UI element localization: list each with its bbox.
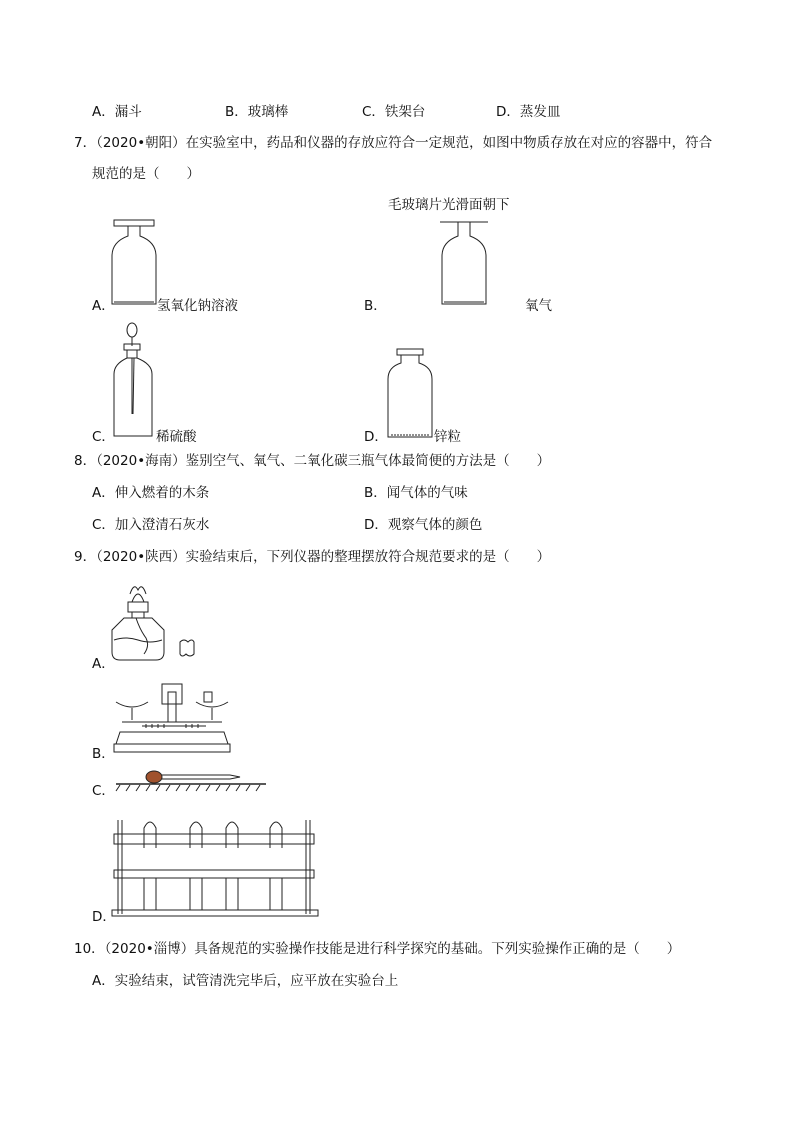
q8-option-d: D．观察气体的颜色 — [364, 517, 483, 533]
q6-option-d: D．蒸发皿 — [496, 104, 561, 120]
q9-stem: 9．（2020•陕西）实验结束后，下列仪器的整理摆放符合规范要求的是（ ） — [74, 549, 551, 565]
q9-option-a: A． — [92, 656, 115, 672]
q6-option-a: A．漏斗 — [92, 104, 142, 120]
q8-option-a: A．伸入燃着的木条 — [92, 485, 210, 501]
q7-d-wide-mouth-bottle-figure — [385, 347, 435, 441]
q7-b-bottle-figure — [438, 216, 490, 308]
q7-d-label: 锌粒 — [434, 429, 461, 445]
q7-c-dropper-bottle-figure — [110, 318, 158, 438]
q7-b-label: 氧气 — [525, 298, 552, 314]
q9-c-dropper-on-table-figure — [116, 770, 268, 792]
q10-option-a: A．实验结束，试管清洗完毕后，应平放在实验台上 — [92, 973, 399, 989]
q7-option-d: D． — [364, 429, 388, 445]
q10-stem: 10．（2020•淄博）具备规范的实验操作技能是进行科学探究的基础。下列实验操作正确的是（ ） — [74, 941, 681, 957]
q7-note: 毛玻璃片光滑面朝下 — [388, 197, 510, 213]
q9-d-test-tube-rack-figure — [110, 814, 320, 918]
q7-a-label: 氢氧化钠溶液 — [157, 298, 238, 314]
q7-option-c: C． — [92, 429, 115, 445]
q7-stem-line2: 规范的是（ ） — [92, 166, 200, 182]
q6-option-c: C．铁架台 — [362, 104, 426, 120]
q8-option-b: B．闻气体的气味 — [364, 485, 468, 501]
q9-option-c: C． — [92, 783, 115, 799]
q7-option-b: B． — [364, 298, 387, 314]
q9-a-alcohol-lamp-figure — [106, 580, 198, 664]
q7-a-bottle-figure — [108, 216, 160, 308]
q8-stem: 8．（2020•海南）鉴别空气、氧气、二氧化碳三瓶气体最简便的方法是（ ） — [74, 453, 551, 469]
q6-option-b: B．玻璃棒 — [225, 104, 289, 120]
q8-option-c: C．加入澄清石灰水 — [92, 517, 210, 533]
q9-b-balance-figure — [112, 680, 232, 756]
q9-option-d: D． — [92, 909, 116, 925]
q7-option-a: A． — [92, 298, 115, 314]
q9-option-b: B． — [92, 746, 115, 762]
q7-c-label: 稀硫酸 — [156, 429, 197, 445]
q7-stem-line1: 7．（2020•朝阳）在实验室中，药品和仪器的存放应符合一定规范，如图中物质存放在对应的容器中，符合 — [74, 135, 713, 151]
